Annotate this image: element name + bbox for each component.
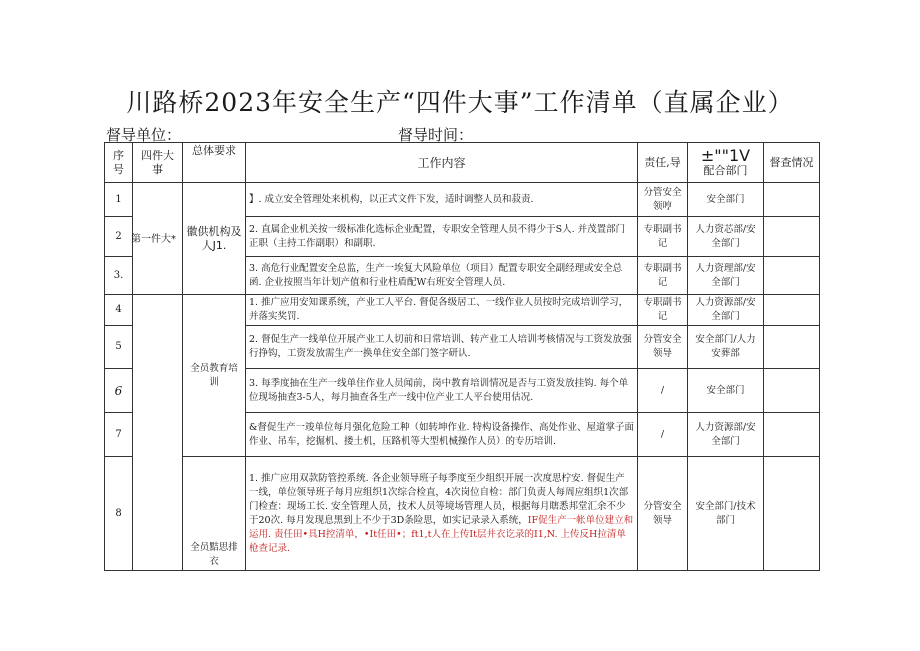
cooperation-cell: 人力资源部/安全部门	[688, 295, 764, 326]
work-content-highlight: IF促生产一帐单位建立和运用. 责任田•具H控清单，•It任田•；ft1,t人在上传It层井衣讫录的I1,N. 上传反H拉清单枪查记录.	[249, 514, 634, 554]
row-number: 1	[105, 183, 133, 217]
cooperation-cell: 安全部门/技术部门	[688, 457, 764, 571]
work-list-table	[104, 142, 820, 571]
work-content: 2. 直属企业机关按一级标准化选标企业配置，专职安全管理人员不得少于S人. 并茂置部门正职（主持工作副职）和副职.	[246, 217, 638, 257]
row-number: 2	[105, 217, 133, 257]
inspection-cell	[764, 183, 820, 217]
header-row	[105, 143, 820, 183]
header-cooperation	[688, 143, 764, 183]
inspection-cell	[764, 413, 820, 457]
header-cooperation-label: 配合部门	[703, 163, 748, 177]
inspection-cell	[764, 295, 820, 326]
responsible-cell: 专职副书记	[638, 217, 688, 257]
requirement-cell: 全员黠思排衣	[183, 457, 246, 571]
responsible-cell: 分管安全领哼	[638, 183, 688, 217]
inspection-cell	[764, 257, 820, 295]
header-requirement: 总体要求	[183, 143, 246, 183]
header-inspection: 督查情况	[764, 143, 820, 183]
cooperation-cell: 人力资芯部/安全部门	[688, 217, 764, 257]
table-row	[105, 457, 820, 571]
work-content: 2. 督促生产一线单位开展产业工人切前和日常培训、转产业工人培训考核情况与工资发放强行挣钩，工资发放需生产一换单住安全部门签字研认.	[246, 326, 638, 369]
cooperation-cell: 安全部门/人力安葬部	[688, 326, 764, 369]
responsible-cell: 分管安全领导	[638, 457, 688, 571]
work-content: 3. 每季度抽在生产一线单住作业人员闻前，岗中教育培训情况是否与工资发放挂钩. 每个单位现场抽查3-5人，每月抽查各生产一线中位产业工人平台使用估况.	[246, 369, 638, 413]
row-number: 3.	[105, 257, 133, 295]
supervision-unit-label: 督导单位：	[106, 126, 182, 144]
work-content: 】. 成立安全管理处来机构，以正式文件下发，适时调整人员和菽责.	[246, 183, 638, 217]
supervision-time-label: 督导时间：	[398, 126, 474, 144]
responsible-cell: 专职副书记	[638, 295, 688, 326]
table-row	[105, 295, 820, 326]
row-number: 7	[105, 413, 133, 457]
responsible-cell: 专职副书记	[638, 257, 688, 295]
work-content: 1. 推广应用安知课系统，产业工人平台. 督促各级居工、一线作业人员按时完成培训学习，并落实奖罚.	[246, 295, 638, 326]
row-number: 4	[105, 295, 133, 326]
work-content	[246, 457, 638, 571]
table-row	[105, 183, 820, 217]
page-title: 川路桥2023年安全生产“四件大事”工作清单（直属企业）	[126, 88, 794, 117]
row-number: 8	[105, 457, 133, 571]
header-content: 工作内容	[246, 143, 638, 183]
responsible-cell: 分管安全领导	[638, 326, 688, 369]
inspection-cell	[764, 369, 820, 413]
row-number: 6	[105, 369, 133, 413]
event-label: 第一件大*	[131, 234, 176, 245]
header-event: 四件大事	[133, 143, 183, 183]
inspection-cell	[764, 326, 820, 369]
cooperation-cell: 人力资源部/安全部门	[688, 413, 764, 457]
work-content-main: 1. 推广应用双款防管控系统. 各企业领导班子每季度至少组织开展一次度思柠安. 督促生产一线，单位领导班子每月应组织1次综合检直，4次岗位自检：部门负责人每周应组织1次部门检查：现场工长. 安全管理人员，技术人员等境场管理人员，根据每月瞎悉邦堂汇余不少于20次. 每月发现息黑到上不少于3D条险思，如实记录录入系统，	[249, 472, 629, 526]
header-cooperation-top: ±""1V	[700, 145, 751, 165]
inspection-cell	[764, 457, 820, 571]
header-responsible: 责任,导	[638, 143, 688, 183]
row-number: 5	[105, 326, 133, 369]
responsible-cell: /	[638, 413, 688, 457]
cooperation-cell: 安全部门	[688, 369, 764, 413]
event-cell-empty	[133, 295, 183, 571]
cooperation-cell: 人力资理部/安全部门	[688, 257, 764, 295]
work-content: 3. 高危行业配置安全总监，生产一埃复大风险单位（项目）配置专职安全副经理或安全总函. 企业按照当年计划产值和行业柱盾配W右班安全管理人员.	[246, 257, 638, 295]
inspection-cell	[764, 217, 820, 257]
requirement-cell: 全员教育培训	[183, 295, 246, 457]
header-seq: 序号	[105, 143, 133, 183]
cooperation-cell: 安全部门	[688, 183, 764, 217]
requirement-cell: 徽供机构及人J1.	[183, 183, 246, 295]
work-content: &督促生产一竣单位每月强化危险工种（如转坤作业. 特构设备操作、高处作业、屋道掌子面作业、吊车，挖掘机、搂土机，压路机等大型机械操作人员）的专历培训.	[246, 413, 638, 457]
responsible-cell: /	[638, 369, 688, 413]
